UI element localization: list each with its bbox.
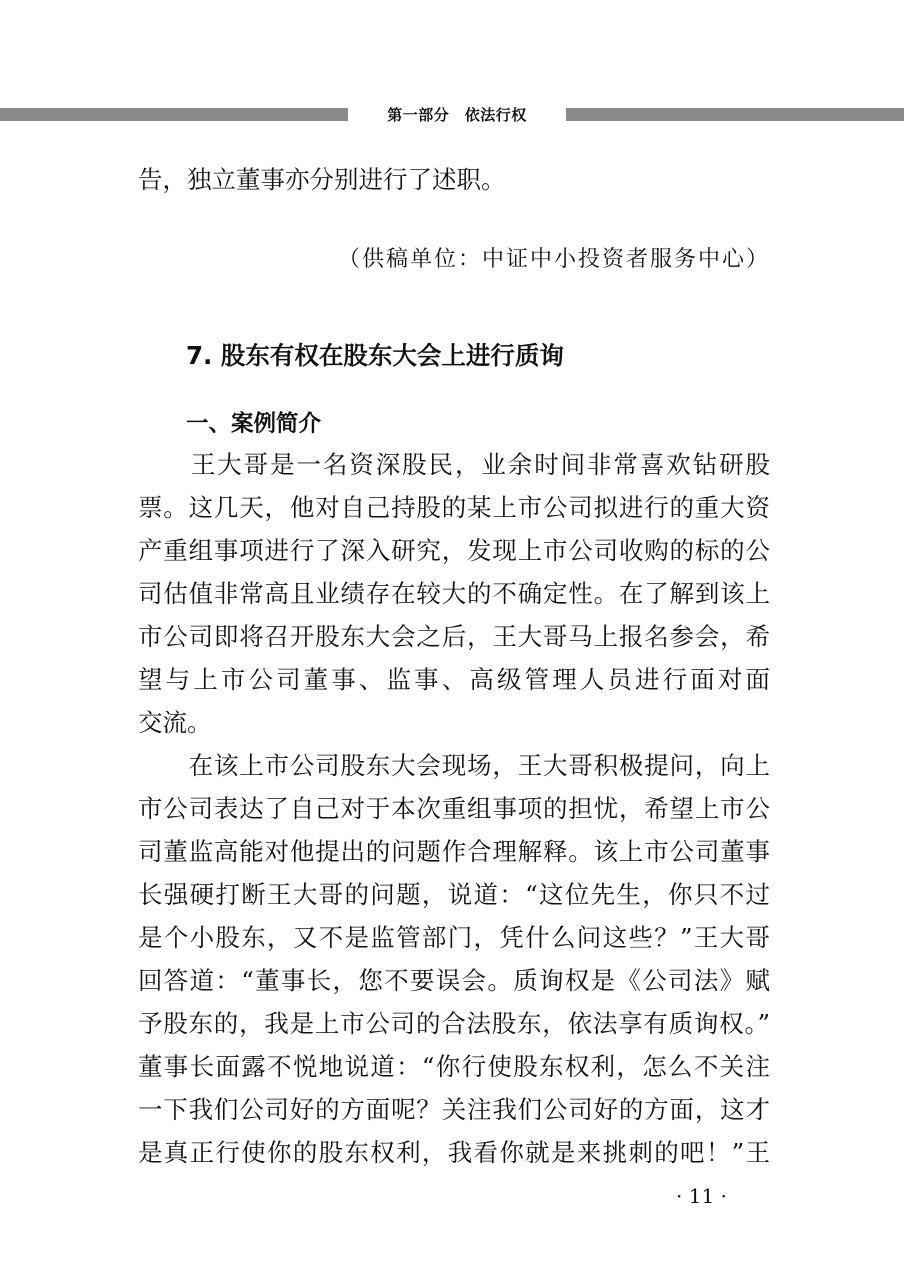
running-header [0,104,904,126]
paragraph-line: 予股东的，我是上市公司的合法股东，依法享有质询权。” [138,1009,770,1038]
paragraph-line: 是真正行使你的股东权利，我看你就是来挑刺的吧！”王 [138,1138,770,1167]
header-bar-right [566,108,904,121]
paragraph-line: 市公司表达了自己对于本次重组事项的担忧，希望上市公 [138,794,770,823]
header-title: 第一部分 依法行权 [387,106,527,124]
section-title: 7. 股东有权在股东大会上进行质询 [186,341,564,370]
paragraph-line: 望与上市公司董事、监事、高级管理人员进行面对面 [138,665,770,694]
source-credit: （供稿单位：中证中小投资者服务中心） [337,247,770,272]
page-number: · 11 · [676,1184,727,1208]
sub-title: 一、案例简介 [186,411,322,437]
paragraph-line: 交流。 [138,708,212,737]
paragraph-line: 长强硬打断王大哥的问题，说道：“这位先生，你只不过 [138,880,770,909]
paragraph-line: 一下我们公司好的方面呢？关注我们公司好的方面，这才 [138,1095,770,1124]
paragraph-line: 司董监高能对他提出的问题作合理解释。该上市公司董事 [138,837,770,866]
paragraph-line: 司估值非常高且业绩存在较大的不确定性。在了解到该上 [138,579,770,608]
paragraph-line: 王大哥是一名资深股民，业余时间非常喜欢钻研股 [138,450,770,479]
paragraph-line: 在该上市公司股东大会现场，王大哥积极提问，向上 [138,751,770,780]
continuation-line: 告，独立董事亦分别进行了述职。 [138,165,506,194]
paragraph-line: 回答道：“董事长，您不要误会。质询权是《公司法》赋 [138,966,770,995]
paragraph-line: 董事长面露不悦地说道：“你行使股东权利，怎么不关注 [138,1052,770,1081]
paragraph-line: 产重组事项进行了深入研究，发现上市公司收购的标的公 [138,536,770,565]
paragraph-line: 票。这几天，他对自己持股的某上市公司拟进行的重大资 [138,493,770,522]
paragraph-line: 市公司即将召开股东大会之后，王大哥马上报名参会，希 [138,622,770,651]
header-bar-left [0,108,348,121]
paragraph-line: 是个小股东，又不是监管部门，凭什么问这些？”王大哥 [138,923,770,952]
